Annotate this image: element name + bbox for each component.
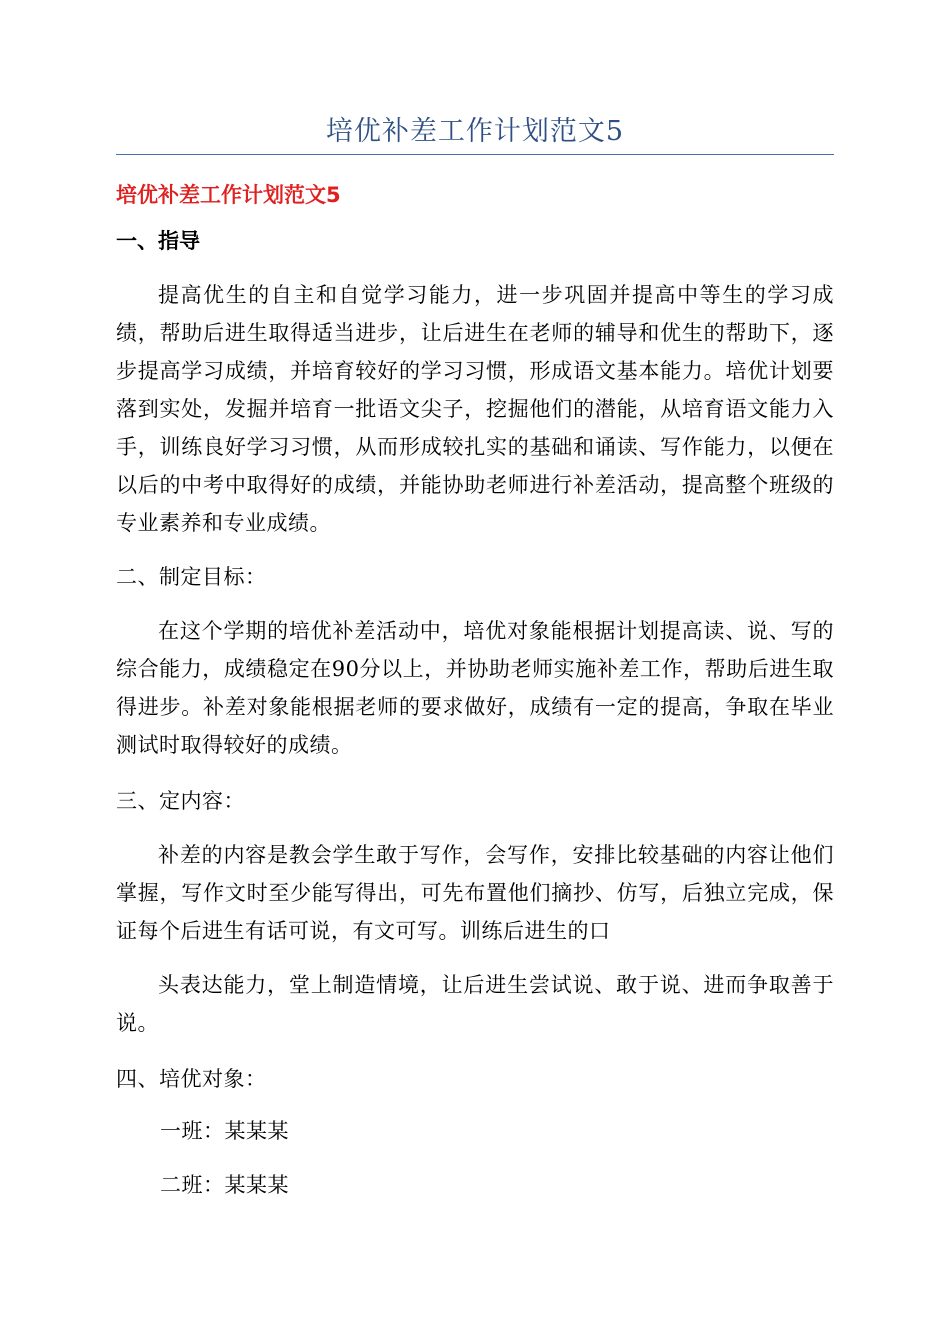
paragraph-guidance: 提高优生的自主和自觉学习能力，进一步巩固并提高中等生的学习成绩，帮助后进生取得适当进步，让后进生在老师的辅导和优生的帮助下，逐步提高学习成绩，并培育较好的学习习惯，形成语文基本能力。培优计划要落到实处，发掘并培育一批语文尖子，挖掘他们的潜能，从培育语文能力入手，训练良好学习习惯，从而形成较扎实的基础和诵读、写作能力，以便在以后的中考中取得好的成绩，并能协助老师进行补差活动，提高整个班级的专业素养和专业成绩。 bbox=[116, 283, 834, 535]
document-title: 培优补差工作计划范文5 bbox=[325, 116, 625, 147]
section-heading-targets: 四、培优对象： bbox=[116, 1067, 267, 1091]
paragraph-content-1: 补差的内容是教会学生敢于写作，会写作，安排比较基础的内容让他们掌握，写作文时至少能写得出，可先布置他们摘抄、仿写，后独立完成，保证每个后进生有话可说，有文可写。训练后进生的口 bbox=[116, 843, 834, 943]
section-heading-guidance: 一、指导 bbox=[116, 229, 200, 253]
section-heading-goals: 二、制定目标： bbox=[116, 565, 267, 589]
list-item-class-1: 一班：某某某 bbox=[160, 1119, 289, 1143]
article-heading: 培优补差工作计划范文5 bbox=[116, 183, 341, 207]
paragraph-goals: 在这个学期的培优补差活动中，培优对象能根据计划提高读、说、写的综合能力，成绩稳定在90分以上，并协助老师实施补差工作，帮助后进生取得进步。补差对象能根据老师的要求做好，成绩有一定的提高，争取在毕业测试时取得较好的成绩。 bbox=[116, 619, 834, 757]
paragraph-content-2: 头表达能力，堂上制造情境，让后进生尝试说、敢于说、进而争取善于说。 bbox=[116, 973, 834, 1035]
title-divider bbox=[116, 154, 834, 155]
section-heading-content: 三、定内容： bbox=[116, 789, 245, 813]
list-item-class-2: 二班：某某某 bbox=[160, 1173, 289, 1197]
